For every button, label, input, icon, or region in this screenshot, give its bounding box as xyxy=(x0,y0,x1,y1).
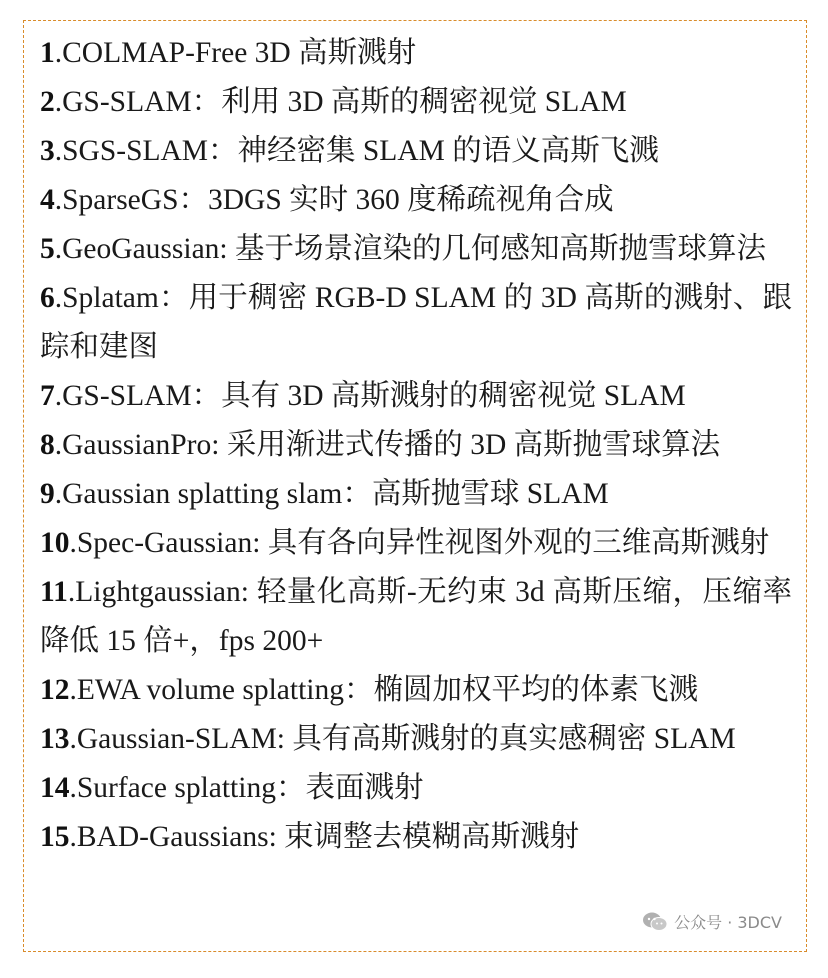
list-item xyxy=(40,519,792,568)
item-number: 4 xyxy=(40,184,55,216)
item-text: .GaussianPro: 采用渐进式传播的 3D 高斯抛雪球算法 xyxy=(54,429,721,461)
item-text: .EWA volume splatting：椭圆加权平均的体素飞溅 xyxy=(69,674,698,706)
list-item xyxy=(40,568,792,666)
item-text: .GeoGaussian: 基于场景渲染的几何感知高斯抛雪球算法 xyxy=(54,233,766,265)
item-number: 12 xyxy=(40,674,70,706)
item-number: 1 xyxy=(40,37,55,69)
list-item xyxy=(40,666,792,715)
item-text: .Splatam：用于稠密 RGB-D SLAM 的 3D 高斯的溅射、跟踪和建图 xyxy=(40,282,792,363)
item-text: .GS-SLAM：利用 3D 高斯的稠密视觉 SLAM xyxy=(54,86,627,118)
item-text: .Gaussian splatting slam：高斯抛雪球 SLAM xyxy=(54,478,609,510)
list-item xyxy=(40,715,792,764)
watermark-text: 公众号 · 3DCV xyxy=(674,913,782,932)
item-text: .Spec-Gaussian: 具有各向异性视图外观的三维高斯溅射 xyxy=(69,527,770,559)
item-number: 15 xyxy=(40,821,70,853)
item-number: 8 xyxy=(40,429,55,461)
item-number: 6 xyxy=(40,282,55,314)
wechat-icon xyxy=(642,911,668,933)
item-text: .Gaussian-SLAM: 具有高斯溅射的真实感稠密 SLAM xyxy=(69,723,736,755)
list-item xyxy=(40,764,792,813)
item-text: .BAD-Gaussians: 束调整去模糊高斯溅射 xyxy=(69,821,580,853)
item-text: .GS-SLAM：具有 3D 高斯溅射的稠密视觉 SLAM xyxy=(54,380,686,412)
list-item xyxy=(40,176,792,225)
item-number: 5 xyxy=(40,233,55,265)
item-text: .Surface splatting：表面溅射 xyxy=(69,772,424,804)
item-number: 10 xyxy=(40,527,70,559)
item-number: 7 xyxy=(40,380,55,412)
item-text: .Lightgaussian: 轻量化高斯-无约束 3d 高斯压缩，压缩率降低 15 倍+，fps 200+ xyxy=(40,576,792,657)
item-number: 3 xyxy=(40,135,55,167)
list-item xyxy=(40,813,792,862)
list-item xyxy=(40,29,792,78)
item-number: 2 xyxy=(40,86,55,118)
item-text: .COLMAP-Free 3D 高斯溅射 xyxy=(54,37,417,69)
item-text: .SGS-SLAM：神经密集 SLAM 的语义高斯飞溅 xyxy=(54,135,659,167)
list-item xyxy=(40,127,792,176)
list-item xyxy=(40,470,792,519)
content-frame xyxy=(23,20,807,952)
item-number: 9 xyxy=(40,478,55,510)
item-number: 14 xyxy=(40,772,70,804)
watermark xyxy=(642,910,782,933)
item-text: .SparseGS：3DGS 实时 360 度稀疏视角合成 xyxy=(54,184,614,216)
item-number: 11 xyxy=(40,576,68,608)
list-item xyxy=(40,78,792,127)
item-number: 13 xyxy=(40,723,70,755)
paper-list xyxy=(24,21,806,862)
list-item xyxy=(40,421,792,470)
list-item xyxy=(40,372,792,421)
list-item xyxy=(40,274,792,372)
list-item xyxy=(40,225,792,274)
